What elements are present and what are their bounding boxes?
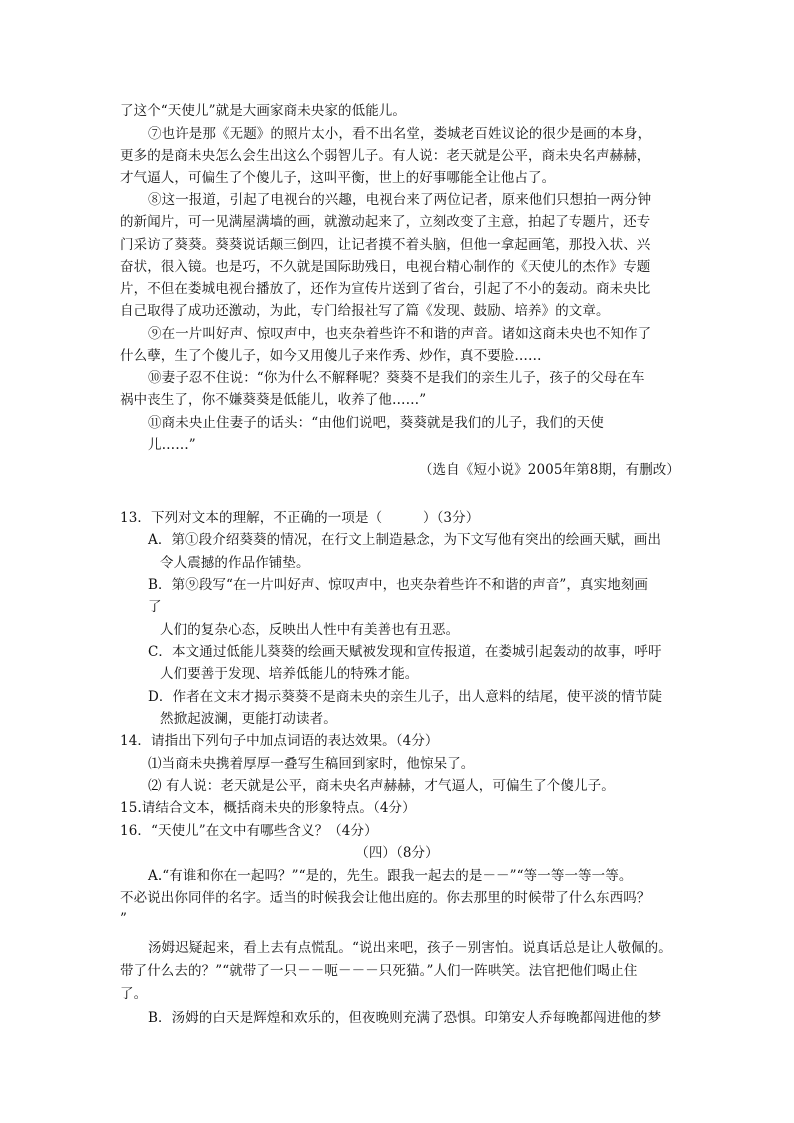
story-paragraph-7: ⑦也许是那《无题》的照片太小，看不出名堂，娄城老百姓议论的很少是画的本身， [148,126,652,142]
question-16-stem: 16．“天使儿”在文中有哪些含义？（4分） [120,823,378,839]
story-paragraph-8: ⑧这一报道，引起了电视台的兴趣，电视台来了两位记者，原来他们只想拍一两分钟 [148,192,652,208]
question-15-stem: 15.请结合文本，概括商未央的形象特点。（4分） [120,800,416,816]
question-13-option-a: A．第①段介绍葵葵的情况，在行文上制造悬念，为下文写他有突出的绘画天赋，画出 [148,532,662,548]
section-4-line: ” [120,911,128,927]
story-line: 什么孽，生了个傻儿子，如今又用傻儿子来作秀、炒作，真不要脸…… [120,348,542,364]
question-13-option-b-cont: 人们的复杂心态，反映出人性中有美善也有丑恶。 [160,622,460,638]
question-13-option-b-cont: 了 [148,599,162,615]
section-4-line: 不必说出你同伴的名字。适当的时候我会让他出庭的。你去那里的时候带了什么东西吗？ [120,890,651,906]
story-line: 自己取得了成功还激动，为此，专门给报社写了篇《发现、鼓励、培养》的文章。 [120,303,610,319]
question-13-stem: 13．下列对文本的理解，不正确的一项是（ ）（3分） [120,510,480,526]
question-14-item-2: ⑵ 有人说：老天就是公平，商未央名声赫赫，才气逼人，可偏生了个傻儿子。 [148,778,615,794]
story-source: （选自《短小说》2005年第8期，有删改） [418,462,680,478]
section-4-heading: （四）（8分） [355,845,439,861]
story-line: 奋状，很入镜。也是巧，不久就是国际助残日，电视台精心制作的《天使儿的杰作》专题 [120,259,651,275]
question-14-stem: 14．请指出下列句子中加点词语的表达效果。（4分） [120,733,439,749]
section-4-line: 汤姆迟疑起来，看上去有点慌乱。“说出来吧，孩子－别害怕。说真话总是让人敬佩的。 [148,940,672,956]
story-line: 了这个“天使儿”就是大画家商未央家的低能儿。 [120,103,407,119]
section-4-line: 了。 [120,986,148,1002]
section-4-passage-a: A.“有谁和你在一起吗？”“是的，先生。跟我一起去的是－－”“等一等一等一等。 [148,868,633,884]
question-13-option-d-cont: 然掀起波澜，更能打动读者。 [160,711,337,727]
story-line: 门采访了葵葵。葵葵说话颠三倒四，让记者摸不着头脑，但他一拿起画笔，那投入状、兴 [120,237,651,253]
story-line: 儿……” [148,437,196,453]
story-paragraph-11: ⑪商未央止住妻子的话头：“由他们说吧，葵葵就是我们的儿子，我们的天使 [148,415,604,431]
question-14-item-1: ⑴当商未央携着厚厚一叠写生稿回到家时，他惊呆了。 [148,756,475,772]
question-13-option-c-cont: 人们要善于发现、培养低能儿的特殊才能。 [160,666,419,682]
question-13-option-b: B．第⑨段写“在一片叫好声、惊叹声中，也夹杂着些许不和谐的声音”，真实地刻画 [148,577,649,593]
question-13-option-c: C．本文通过低能儿葵葵的绘画天赋被发现和宣传报道，在娄城引起轰动的故事，呼吁 [148,644,662,660]
story-line: 才气逼人，可偏生了个傻儿子，这叫平衡，世上的好事哪能全让他占了。 [120,170,556,186]
story-line: 片，不但在娄城电视台播放了，还作为宣传片送到了省台，引起了不小的轰动。商未央比 [120,281,651,297]
question-13-option-d: D．作者在文末才揭示葵葵不是商未央的亲生儿子，出人意料的结尾，使平淡的情节陡 [148,689,663,705]
story-line: 更多的是商未央怎么会生出这么个弱智儿子。有人说：老天就是公平，商未央名声赫赫， [120,148,651,164]
section-4-passage-b: B．汤姆的白天是辉煌和欢乐的，但夜晚则充满了恐惧。印第安人乔每晚都闯进他的梦 [148,1010,662,1026]
story-line: 的新闻片，可一见满屋满墙的画，就激动起来了，立刻改变了主意，拍起了专题片，还专 [120,214,651,230]
story-paragraph-9: ⑨在一片叫好声、惊叹声中，也夹杂着些许不和谐的声音。诸如这商未央也不知作了 [148,326,652,342]
question-13-option-a-cont: 令人震撼的作品作铺垫。 [160,555,310,571]
story-paragraph-10: ⑩妻子忍不住说：“你为什么不解释呢？葵葵不是我们的亲生儿子，孩子的父母在车 [148,370,645,386]
section-4-line: 带了什么去的？”“就带了一只－－呃－－－只死猫。”人们一阵哄笑。法官把他们喝止住 [120,963,638,979]
story-line: 祸中丧生了，你不嫌葵葵是低能儿，收养了他……” [120,392,427,408]
